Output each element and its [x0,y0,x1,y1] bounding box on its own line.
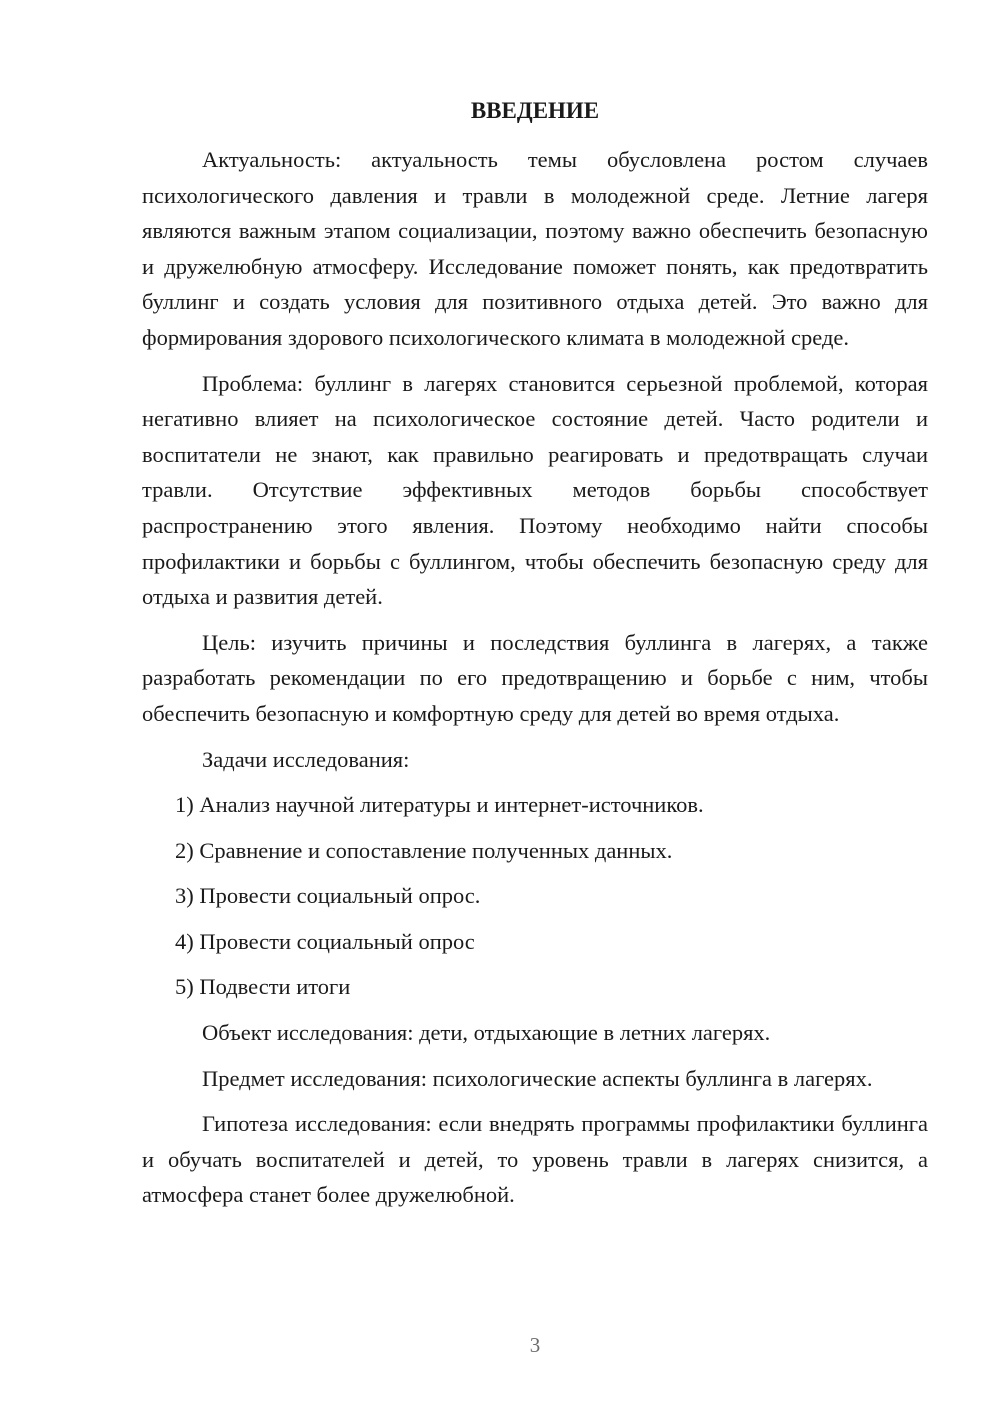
task-item: 1) Анализ научной литературы и интернет-источников. [175,792,704,818]
tasks-heading: Задачи исследования: [202,746,410,772]
hypothesis-paragraph: Гипотеза исследования: если внедрять программы профилактики буллинга и обучать воспитателей и детей, то уровень травли в лагерях снизится, а атмосфера станет более дружелюбной. [142,1111,928,1208]
page-title: ВВЕДЕНИЕ [470,98,600,123]
task-item: 4) Провести социальный опрос [175,928,475,954]
goal-paragraph: Цель: изучить причины и последствия буллинга в лагерях, а также разработать рекомендации по его предотвращению и борьбе с ним, чтобы обеспечить безопасную и комфортную среду для детей во время отдыха. [142,629,928,726]
problem-paragraph: Проблема: буллинг в лагерях становится серьезной проблемой, которая негативно влияет на психологическое состояние детей. Часто родители и воспитатели не знают, как правильно реагировать и предотвращать случаи травли. Отсутствие эффективных методов борьбы способствует распространению этого явления. Поэтому необходимо найти способы профилактики и борьбы с буллингом, чтобы обеспечить безопасную среду для отдыха и развития детей. [142,370,928,610]
document-body [142,142,928,1223]
task-item: 3) Провести социальный опрос. [175,883,481,909]
tasks-list [142,787,928,1005]
object-paragraph: Объект исследования: дети, отдыхающие в летних лагерях. [202,1020,771,1046]
relevance-paragraph: Актуальность: актуальность темы обусловлена ростом случаев психологического давления и травли в молодежной среде. Летние лагеря являются важным этапом социализации, поэтому важно обеспечить безопасную и дружелюбную атмосферу. Исследование поможет понять, как предотвратить буллинг и создать условия для позитивного отдыха детей. Это важно для формирования здорового психологического климата в молодежной среде. [142,147,928,350]
page-number: 3 [529,1333,541,1357]
task-item: 5) Подвести итоги [175,974,351,1000]
subject-paragraph: Предмет исследования: психологические аспекты буллинга в лагерях. [202,1065,873,1091]
task-item: 2) Сравнение и сопоставление полученных данных. [175,837,673,863]
